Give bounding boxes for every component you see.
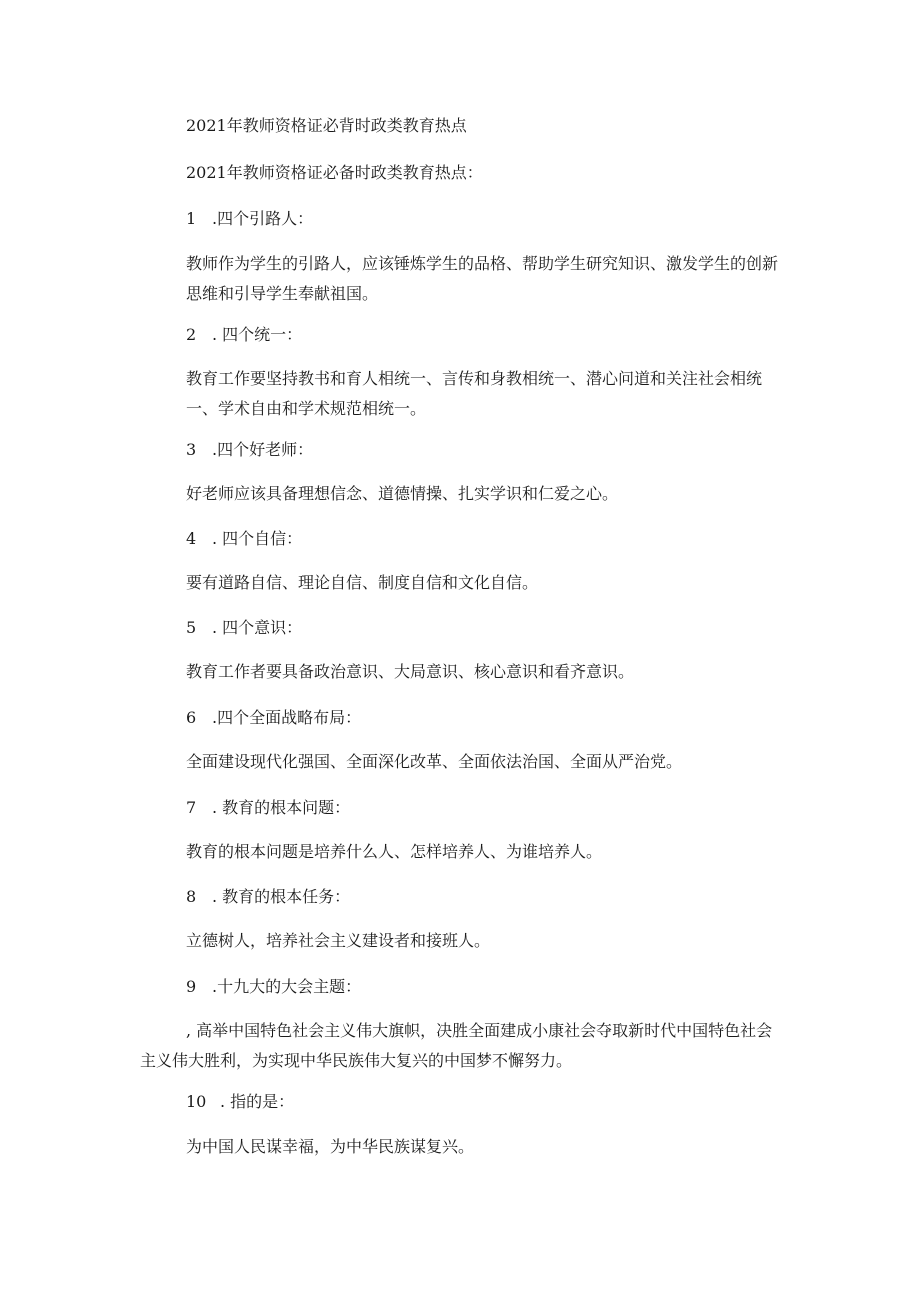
- item-body: 教师作为学生的引路人，应该锤炼学生的品格、帮助学生研究知识、激发学生的创新思维和引导学生奉献祖国。: [186, 254, 779, 303]
- item-number: 8: [186, 887, 197, 906]
- item-heading: [186, 1091, 294, 1113]
- item-heading: [186, 976, 361, 998]
- item-heading-text: . 四个意识：: [212, 618, 303, 637]
- item-heading-text: . 教育的根本任务：: [212, 887, 351, 906]
- item-heading-text: . 四个自信：: [212, 529, 303, 548]
- item-number: 10: [186, 1092, 207, 1111]
- item-body: 立德树人，培养社会主义建设者和接班人。: [186, 931, 491, 950]
- item-number: 6: [186, 708, 197, 727]
- document-title: 2021年教师资格证必背时政类教育热点: [186, 116, 467, 135]
- item-number: 3: [186, 440, 197, 459]
- item-heading: [186, 324, 302, 346]
- item-heading-text: .四个引路人：: [212, 209, 314, 228]
- item-number: 4: [186, 529, 197, 548]
- item-body: , 高举中国特色社会主义伟大旗帜，决胜全面建成小康社会夺取新时代中国特色社会主义伟大胜利，为实现中华民族伟大复兴的中国梦不懈努力。: [140, 1021, 773, 1070]
- item-number: 9: [186, 977, 197, 996]
- item-heading-text: . 教育的根本问题：: [212, 798, 351, 817]
- item-heading-text: . 四个统一：: [212, 325, 303, 344]
- item-body: 教育工作者要具备政治意识、大局意识、核心意识和看齐意识。: [186, 662, 635, 681]
- item-heading: [186, 797, 350, 819]
- item-heading: [186, 528, 302, 550]
- item-number: 1: [186, 209, 197, 228]
- item-body: 全面建设现代化强国、全面深化改革、全面依法治国、全面从严治党。: [186, 752, 683, 771]
- item-heading: [186, 707, 361, 729]
- item-number: 7: [186, 798, 197, 817]
- item-heading: [186, 208, 313, 230]
- document-subtitle: 2021年教师资格证必备时政类教育热点：: [186, 163, 483, 182]
- item-body: 好老师应该具备理想信念、道德情操、扎实学识和仁爱之心。: [186, 484, 619, 503]
- item-heading-text: .四个全面战略布局：: [212, 708, 362, 727]
- item-body: 教育的根本问题是培养什么人、怎样培养人、为谁培养人。: [186, 842, 603, 861]
- item-number: 2: [186, 325, 197, 344]
- item-heading-text: .四个好老师：: [212, 440, 314, 459]
- item-body: 为中国人民谋幸福，为中华民族谋复兴。: [186, 1137, 475, 1156]
- item-heading: [186, 439, 313, 461]
- item-heading-text: . 指的是：: [220, 1092, 295, 1111]
- item-heading: [186, 886, 350, 908]
- item-number: 5: [186, 618, 197, 637]
- item-heading: [186, 617, 302, 639]
- item-body: 要有道路自信、理论自信、制度自信和文化自信。: [186, 573, 539, 592]
- item-heading-text: .十九大的大会主题：: [212, 977, 362, 996]
- item-body: 教育工作要坚持教书和育人相统一、言传和身教相统一、潜心问道和关注社会相统一、学术自由和学术规范相统一。: [186, 369, 763, 418]
